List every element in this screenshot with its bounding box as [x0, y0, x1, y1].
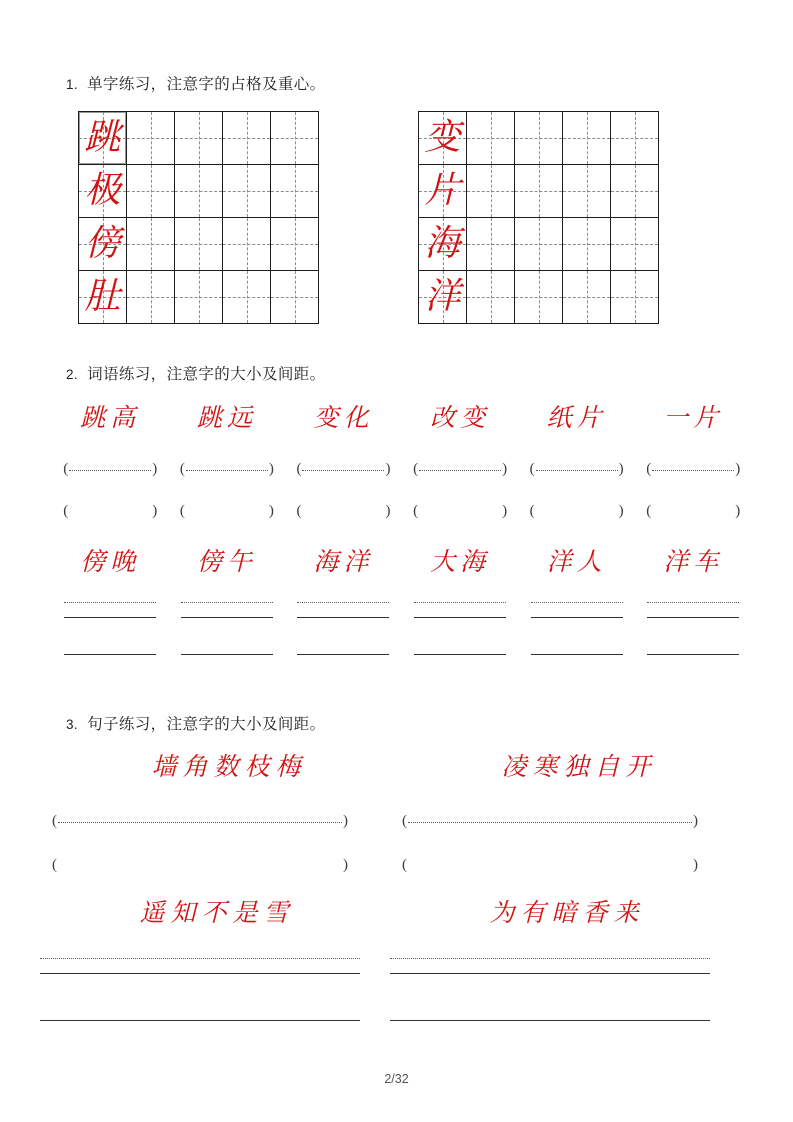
model-character: 片 [424, 170, 461, 211]
paren-close: ) [152, 502, 158, 519]
grid-cell-blank[interactable] [271, 112, 319, 165]
word-column [518, 404, 635, 522]
grid-cell-blank[interactable] [563, 165, 611, 218]
grid-row [79, 112, 319, 165]
grid-cell-blank[interactable] [175, 112, 223, 165]
model-character: 海 [424, 223, 461, 264]
character-grid-left [78, 111, 319, 324]
grid-cell-blank[interactable] [515, 218, 563, 271]
model-character: 变 [424, 117, 461, 158]
grid-cell-blank[interactable] [563, 271, 611, 324]
grid-cell-blank[interactable] [467, 165, 515, 218]
paren-open: ( [63, 460, 69, 477]
grid-cell-blank[interactable] [127, 218, 175, 271]
word-write-line[interactable] [180, 500, 274, 522]
grid-cell-blank[interactable] [271, 271, 319, 324]
word-write-line[interactable] [297, 617, 389, 618]
dotted-rule [58, 822, 342, 823]
grid-cell-blank[interactable] [467, 112, 515, 165]
grid-cell-blank[interactable] [127, 271, 175, 324]
grid-row [419, 165, 659, 218]
word-trace-line[interactable] [296, 458, 390, 480]
grid-cell-blank[interactable] [223, 218, 271, 271]
paren-open: ( [646, 502, 652, 519]
word-write-line[interactable] [297, 654, 389, 655]
word-write-line[interactable] [296, 500, 390, 522]
word-write-line[interactable] [64, 654, 156, 655]
sentence-trace-line[interactable] [52, 810, 348, 832]
sentence-write-line[interactable] [40, 973, 360, 974]
word-write-line[interactable] [646, 500, 740, 522]
paren-open: ( [296, 460, 302, 477]
word-column [518, 548, 635, 655]
word-model: 跳高 [80, 403, 141, 432]
grid-cell-blank[interactable] [611, 218, 659, 271]
grid-cell-blank[interactable] [223, 165, 271, 218]
sentence-trace-line[interactable] [390, 958, 710, 959]
sentence-block [52, 752, 372, 876]
section-2-title: 词语练习，注意字的大小及间距。 [87, 365, 326, 383]
grid-cell-model [419, 218, 467, 271]
paren-close: ) [385, 460, 391, 477]
paren-close: ) [268, 502, 274, 519]
paren-open: ( [413, 502, 419, 519]
word-model: 一片 [663, 403, 724, 432]
word-model: 洋车 [663, 547, 724, 576]
paren-close: ) [502, 460, 508, 477]
dotted-rule [652, 470, 734, 471]
word-write-line[interactable] [647, 617, 739, 618]
word-column [635, 404, 752, 522]
page-number: 2/32 [384, 1072, 409, 1086]
word-column [169, 404, 286, 522]
word-column [402, 404, 519, 522]
sentence-trace-line[interactable] [402, 810, 698, 832]
word-write-line[interactable] [414, 617, 506, 618]
word-trace-line[interactable] [297, 602, 389, 603]
sentence-model: 凌寒独自开 [501, 752, 657, 781]
word-trace-line[interactable] [181, 602, 273, 603]
grid-row [79, 165, 319, 218]
word-model: 海洋 [313, 547, 374, 576]
grid-cell-model [79, 218, 127, 271]
word-model: 洋人 [546, 547, 607, 576]
sentence-write-line[interactable] [52, 854, 348, 876]
grid-cell-blank[interactable] [515, 165, 563, 218]
sentence-block [390, 898, 710, 1021]
grid-cell-blank[interactable] [467, 271, 515, 324]
grid-row [79, 218, 319, 271]
grid-cell-blank[interactable] [271, 218, 319, 271]
word-trace-line[interactable] [63, 458, 157, 480]
model-character: 极 [84, 170, 121, 211]
word-write-line[interactable] [647, 654, 739, 655]
word-trace-line[interactable] [530, 458, 624, 480]
paren-close: ) [618, 502, 624, 519]
paren-open: ( [413, 460, 419, 477]
word-model: 跳远 [196, 403, 257, 432]
section-3-heading [66, 712, 326, 734]
grid-cell-blank[interactable] [223, 271, 271, 324]
word-model: 傍晚 [80, 547, 141, 576]
section-1-title: 单字练习，注意字的占格及重心。 [87, 75, 326, 93]
paren-close: ) [385, 502, 391, 519]
paren-open: ( [179, 460, 185, 477]
model-character: 跳 [84, 117, 121, 158]
section-1-heading [66, 72, 326, 94]
grid-cell-model [79, 112, 127, 165]
grid-cell-blank[interactable] [127, 112, 175, 165]
model-character: 洋 [424, 276, 461, 317]
word-column [635, 548, 752, 655]
grid-cell-blank[interactable] [175, 218, 223, 271]
sentence-trace-line[interactable] [40, 958, 360, 959]
sentence-write-line[interactable] [390, 1020, 710, 1021]
paren-close: ) [735, 460, 741, 477]
word-column [402, 548, 519, 655]
grid-cell-blank[interactable] [563, 218, 611, 271]
word-write-line[interactable] [181, 654, 273, 655]
word-model: 大海 [430, 547, 491, 576]
section-1-number: 1. [66, 77, 79, 92]
grid-cell-blank[interactable] [175, 165, 223, 218]
word-trace-line[interactable] [180, 458, 274, 480]
paren-close: ) [693, 856, 698, 873]
grid-cell-blank[interactable] [271, 165, 319, 218]
word-write-line[interactable] [64, 617, 156, 618]
word-write-line[interactable] [413, 500, 507, 522]
paren-close: ) [618, 460, 624, 477]
paren-open: ( [52, 812, 57, 829]
section-2-number: 2. [66, 367, 79, 382]
sentence-write-line[interactable] [402, 854, 698, 876]
word-trace-line[interactable] [414, 602, 506, 603]
dotted-rule [302, 470, 384, 471]
paren-open: ( [529, 460, 535, 477]
paren-open: ( [179, 502, 185, 519]
grid-cell-blank[interactable] [467, 218, 515, 271]
model-character: 傍 [84, 223, 121, 264]
paren-open: ( [646, 460, 652, 477]
word-practice-row-2 [52, 548, 752, 655]
paren-close: ) [693, 812, 698, 829]
word-write-line[interactable] [531, 654, 623, 655]
paren-close: ) [502, 502, 508, 519]
paren-close: ) [152, 460, 158, 477]
paren-open: ( [402, 856, 407, 873]
paren-open: ( [63, 502, 69, 519]
section-3-title: 句子练习，注意字的大小及间距。 [87, 715, 326, 733]
grid-cell-blank[interactable] [611, 271, 659, 324]
grid-cell-blank[interactable] [611, 165, 659, 218]
grid-cell-blank[interactable] [515, 271, 563, 324]
word-model: 纸片 [546, 403, 607, 432]
section-3-number: 3. [66, 717, 79, 732]
word-practice-row-1 [52, 404, 752, 522]
word-trace-line[interactable] [647, 602, 739, 603]
grid-cell-model [419, 165, 467, 218]
grid-cell-model [419, 112, 467, 165]
character-grid-right [418, 111, 659, 324]
sentence-write-line[interactable] [40, 1020, 360, 1021]
word-write-line[interactable] [530, 500, 624, 522]
word-column [169, 548, 286, 655]
sentence-write-line[interactable] [390, 973, 710, 974]
word-model: 傍午 [196, 547, 257, 576]
grid-cell-blank[interactable] [127, 165, 175, 218]
grid-cell-blank[interactable] [223, 112, 271, 165]
word-trace-line[interactable] [531, 602, 623, 603]
sentence-block [402, 752, 722, 876]
grid-cell-blank[interactable] [611, 112, 659, 165]
paren-close: ) [343, 856, 348, 873]
dotted-rule [408, 822, 692, 823]
grid-cell-blank[interactable] [175, 271, 223, 324]
word-column [285, 404, 402, 522]
dotted-rule [536, 470, 618, 471]
paren-close: ) [735, 502, 741, 519]
word-column [52, 404, 169, 522]
word-trace-line[interactable] [646, 458, 740, 480]
sentence-model: 为有暗香来 [489, 898, 645, 927]
paren-open: ( [296, 502, 302, 519]
sentence-block [40, 898, 360, 1021]
sentence-model: 墙角数枝梅 [151, 752, 307, 781]
word-column [52, 548, 169, 655]
section-2-heading [66, 362, 326, 384]
grid-row [419, 271, 659, 324]
word-column [285, 548, 402, 655]
grid-row [419, 112, 659, 165]
grid-cell-model [419, 271, 467, 324]
word-write-line[interactable] [181, 617, 273, 618]
grid-row [79, 271, 319, 324]
word-trace-line[interactable] [64, 602, 156, 603]
grid-cell-blank[interactable] [563, 112, 611, 165]
word-write-line[interactable] [531, 617, 623, 618]
dotted-rule [69, 470, 151, 471]
paren-open: ( [529, 502, 535, 519]
word-write-line[interactable] [414, 654, 506, 655]
grid-row [419, 218, 659, 271]
word-trace-line[interactable] [413, 458, 507, 480]
word-write-line[interactable] [63, 500, 157, 522]
dotted-rule [186, 470, 268, 471]
paren-open: ( [52, 856, 57, 873]
grid-cell-model [79, 165, 127, 218]
grid-cell-blank[interactable] [515, 112, 563, 165]
word-model: 变化 [313, 403, 374, 432]
paren-close: ) [268, 460, 274, 477]
model-character: 肚 [84, 276, 121, 317]
dotted-rule [419, 470, 501, 471]
sentence-model: 遥知不是雪 [139, 898, 295, 927]
paren-close: ) [343, 812, 348, 829]
grid-cell-model [79, 271, 127, 324]
word-model: 改变 [430, 403, 491, 432]
paren-open: ( [402, 812, 407, 829]
